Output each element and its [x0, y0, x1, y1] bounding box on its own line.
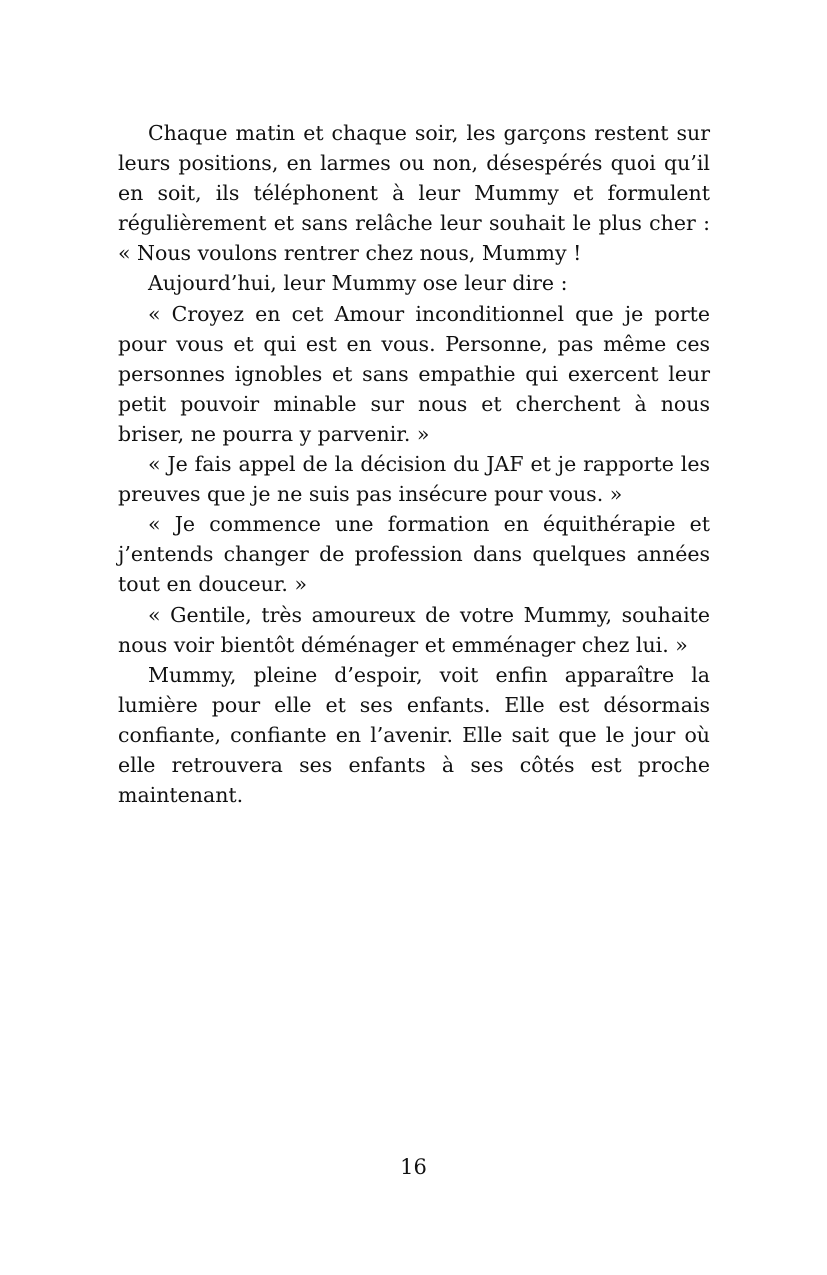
paragraph: Chaque matin et chaque soir, les garçons restent sur leurs positions, en larmes ou non, désespérés quoi qu’il en soit, ils téléphonent à leur Mummy et formulent régulièrement et sans relâche leur souhait le plus cher : « Nous voulons rentrer chez nous, Mummy !: [118, 121, 710, 266]
page-number: 16: [400, 1155, 427, 1179]
paragraph: « Croyez en cet Amour inconditionnel que je porte pour vous et qui est en vous. Personne, pas même ces personnes ignobles et sans empathie qui exercent leur petit pouvoir minable sur nous et cherchent à nous briser, ne pourra y parvenir. »: [118, 301, 710, 446]
paragraph: « Je fais appel de la décision du JAF et je rapporte les preuves que je ne suis pas insécure pour vous. »: [118, 452, 710, 507]
page-body: [118, 118, 710, 810]
paragraph: Mummy, pleine d’espoir, voit enfin apparaître la lumière pour elle et ses enfants. Elle est désormais confiante, confiante en l’avenir. Elle sait que le jour où elle retrouvera ses enfants à ses côtés est proche maintenant.: [118, 662, 710, 808]
paragraph: « Gentile, très amoureux de votre Mummy, souhaite nous voir bientôt déménager et emménager chez lui. »: [118, 602, 710, 657]
paragraph: Aujourd’hui, leur Mummy ose leur dire :: [148, 271, 568, 296]
paragraph: « Je commence une formation en équithérapie et j’entends changer de profession dans quelques années tout en douceur. »: [118, 512, 710, 597]
